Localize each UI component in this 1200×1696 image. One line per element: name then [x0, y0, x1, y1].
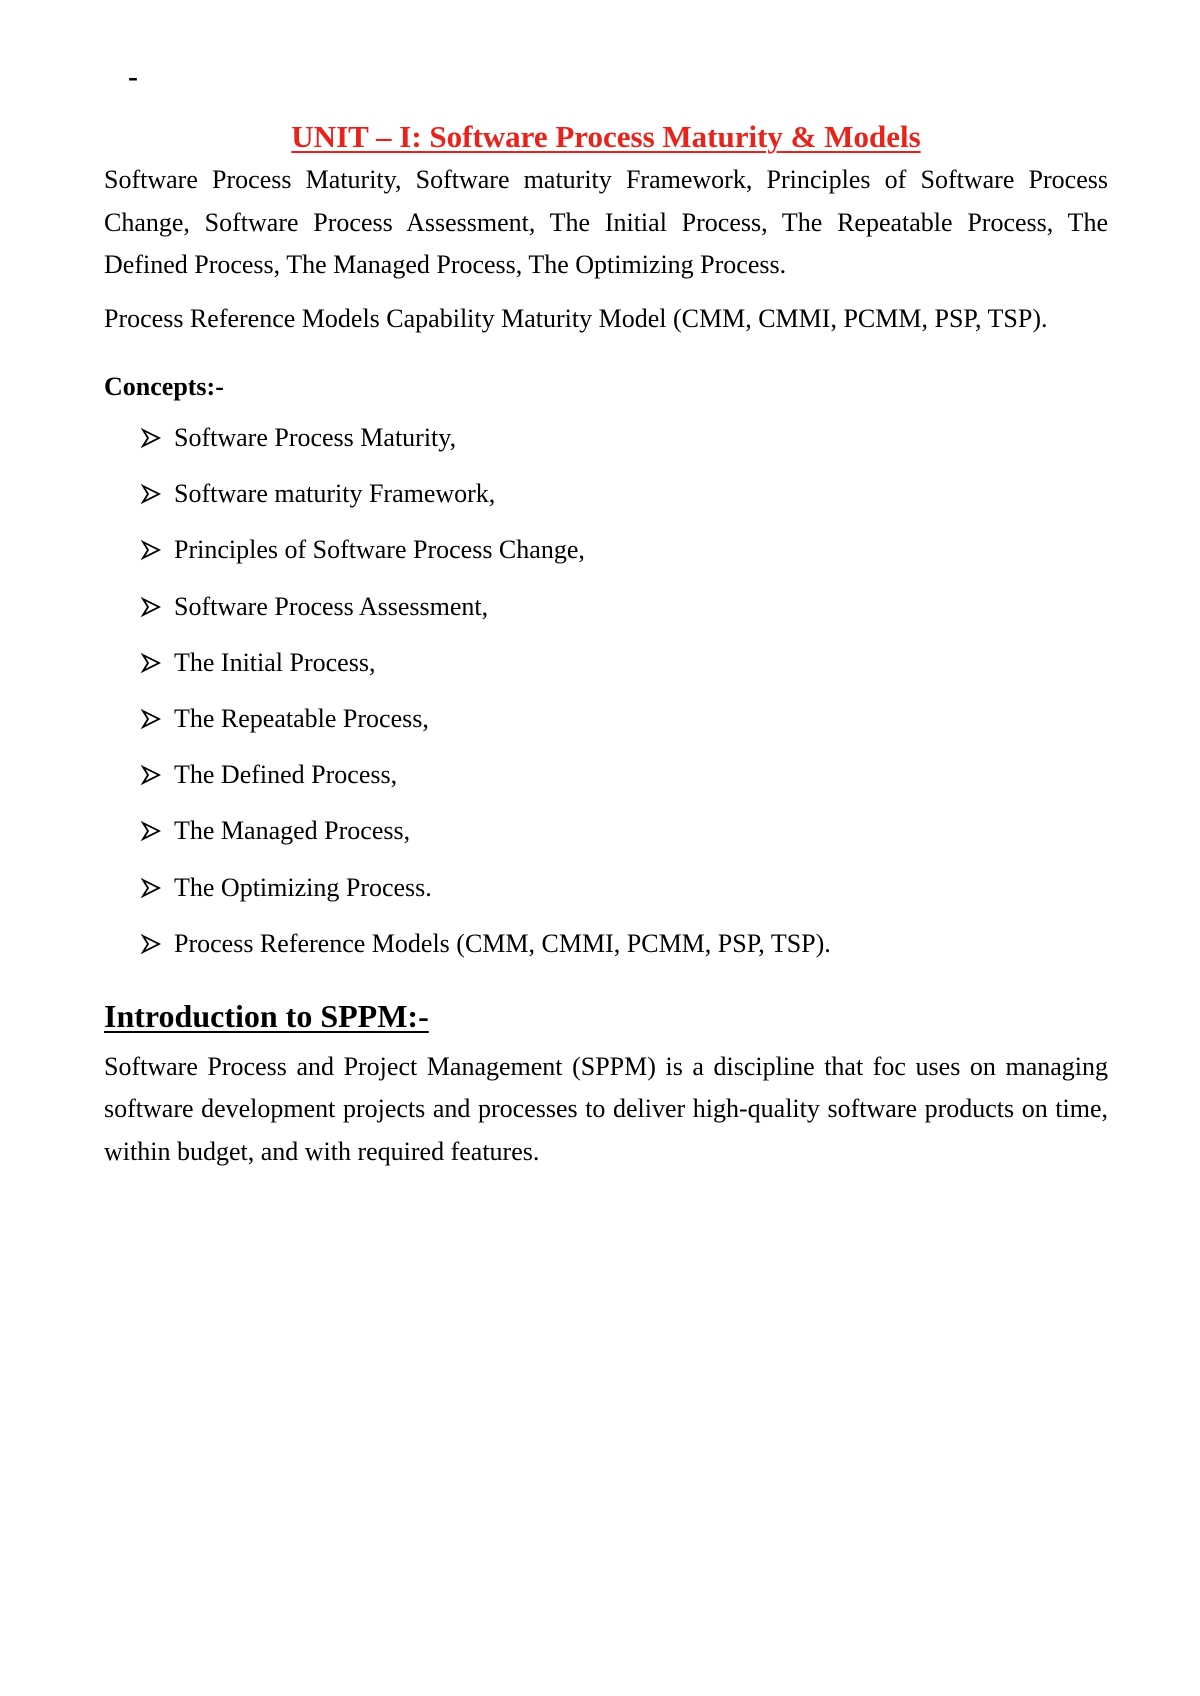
- concept-item: [104, 916, 1108, 972]
- concept-list: [104, 410, 1108, 972]
- concepts-heading: Concepts:-: [104, 372, 224, 401]
- arrow-bullet-icon: [140, 483, 162, 505]
- unit-title: UNIT – I: Software Process Maturity & Models: [291, 119, 921, 154]
- concept-label: The Defined Process,: [174, 760, 398, 790]
- concept-label: Principles of Software Process Change,: [174, 535, 585, 565]
- concept-item: [104, 410, 1108, 466]
- concept-label: The Optimizing Process.: [174, 872, 432, 902]
- leading-dash: -: [128, 60, 138, 93]
- concept-label: The Repeatable Process,: [174, 703, 429, 733]
- concept-label: Process Reference Models (CMM, CMMI, PCMM, PSP, TSP).: [174, 928, 831, 958]
- intro-paragraph: Software Process and Project Management (SPPM) is a discipline that foc uses on managing software development projects and processes to deliver high-quality software products on time, within budget, and with required features.: [104, 1051, 1108, 1166]
- arrow-bullet-icon: [140, 427, 162, 449]
- concept-item: [104, 803, 1108, 859]
- concept-item: [104, 466, 1108, 522]
- concept-item: [104, 860, 1108, 916]
- concept-item: [104, 691, 1108, 747]
- arrow-bullet-icon: [140, 539, 162, 561]
- arrow-bullet-icon: [140, 652, 162, 674]
- document-content: [104, 115, 1108, 1173]
- arrow-bullet-icon: [140, 933, 162, 955]
- arrow-bullet-icon: [140, 596, 162, 618]
- arrow-bullet-icon: [140, 764, 162, 786]
- concept-item: [104, 635, 1108, 691]
- concept-item: [104, 522, 1108, 578]
- arrow-bullet-icon: [140, 708, 162, 730]
- concept-item: [104, 747, 1108, 803]
- concept-label: Software Process Maturity,: [174, 423, 457, 452]
- concept-label: The Initial Process,: [174, 647, 376, 677]
- reference-models-paragraph: Process Reference Models Capability Maturity Model (CMM, CMMI, PCMM, PSP, TSP).: [104, 303, 1048, 333]
- concept-item: [104, 579, 1108, 635]
- syllabus-paragraph: Software Process Maturity, Software maturity Framework, Principles of Software Process Change, Software Process Assessment, The Initial Process, The Repeatable Process, The Defined Process, The Managed Process, The Optimizing Process.: [104, 165, 1108, 279]
- arrow-bullet-icon: [140, 820, 162, 842]
- concept-label: Software maturity Framework,: [174, 479, 496, 509]
- concept-label: The Managed Process,: [174, 816, 411, 846]
- concept-label: Software Process Assessment,: [174, 591, 489, 621]
- arrow-bullet-icon: [140, 877, 162, 899]
- intro-heading: Introduction to SPPM:-: [104, 997, 429, 1034]
